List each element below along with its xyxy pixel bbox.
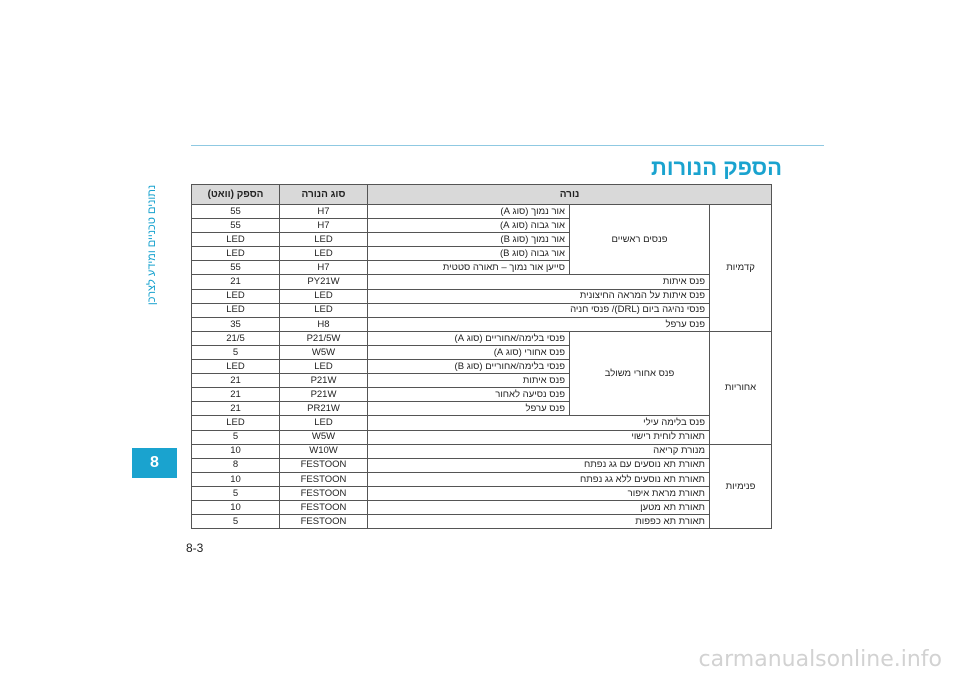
cell-wattage: 10 — [192, 472, 280, 486]
cell-wattage: LED — [192, 303, 280, 317]
cell-wattage: 5 — [192, 486, 280, 500]
cell-bulb-type: PY21W — [280, 275, 368, 289]
cell-wattage: 5 — [192, 515, 280, 529]
cell-bulb-name: פנסי בלימה/אחוריים (סוג B) — [368, 360, 570, 374]
table-row — [192, 458, 772, 472]
cell-wattage: 55 — [192, 219, 280, 233]
cell-wattage: LED — [192, 360, 280, 374]
cell-wattage: 21 — [192, 402, 280, 416]
table-row — [192, 331, 772, 345]
cell-bulb-type: H7 — [280, 261, 368, 275]
cell-bulb-name: אור נמוך (סוג B) — [368, 233, 570, 247]
cell-bulb-type: LED — [280, 247, 368, 261]
table-row — [192, 486, 772, 500]
bulk-wattage-table — [191, 184, 771, 529]
cell-wattage: 8 — [192, 458, 280, 472]
cell-bulb-type: FESTOON — [280, 472, 368, 486]
cell-bulb-name: פנס איתות על המראה החיצונית — [368, 289, 710, 303]
table-row — [192, 205, 772, 219]
cell-bulb-name: פנס אחורי (סוג A) — [368, 345, 570, 359]
cell-wattage: 10 — [192, 500, 280, 514]
table-row — [192, 515, 772, 529]
cell-wattage: 10 — [192, 444, 280, 458]
cell-bulb-name: אור גבוה (סוג B) — [368, 247, 570, 261]
cell-bulb-name: אור נמוך (סוג A) — [368, 205, 570, 219]
cell-bulb-type: LED — [280, 303, 368, 317]
header-bulb-name: נורה — [368, 185, 772, 205]
page-title: הספק הנורות — [651, 155, 782, 180]
table-row — [192, 289, 772, 303]
watermark: carmanualsonline.info — [698, 647, 942, 672]
cell-wattage: LED — [192, 416, 280, 430]
cell-wattage: LED — [192, 247, 280, 261]
table-row — [192, 472, 772, 486]
header-rule — [191, 145, 824, 146]
cell-bulb-name: פנס ערפל — [368, 317, 710, 331]
cell-wattage: 55 — [192, 261, 280, 275]
cell-wattage: 21 — [192, 388, 280, 402]
cell-bulb-name: תאורת תא נוסעים ללא גג נפתח — [368, 472, 710, 486]
cell-bulb-type: LED — [280, 233, 368, 247]
cell-bulb-type: FESTOON — [280, 486, 368, 500]
cell-bulb-type: H7 — [280, 219, 368, 233]
cell-bulb-type: P21W — [280, 388, 368, 402]
category-interior: פנימיות — [710, 444, 772, 529]
cell-bulb-name: פנס איתות — [368, 275, 710, 289]
cell-bulb-name: פנס נסיעה לאחור — [368, 388, 570, 402]
cell-bulb-type: P21W — [280, 374, 368, 388]
table-header-row — [192, 185, 772, 205]
cell-bulb-type: FESTOON — [280, 515, 368, 529]
header-bulb-type: סוג הנורה — [280, 185, 368, 205]
category-front: קדמיות — [710, 205, 772, 332]
table-row — [192, 444, 772, 458]
cell-bulb-type: W10W — [280, 444, 368, 458]
cell-wattage: 21 — [192, 374, 280, 388]
cell-bulb-type: FESTOON — [280, 500, 368, 514]
cell-bulb-name: תאורת תא כפפות — [368, 515, 710, 529]
side-section-label: נתונים טכניים ומידע לצרכן — [146, 184, 158, 306]
cell-bulb-name: אור גבוה (סוג A) — [368, 219, 570, 233]
cell-bulb-name: תאורת מראת איפור — [368, 486, 710, 500]
cell-bulb-type: PR21W — [280, 402, 368, 416]
cell-wattage: 35 — [192, 317, 280, 331]
cell-bulb-type: LED — [280, 360, 368, 374]
cell-bulb-type: P21/5W — [280, 331, 368, 345]
cell-bulb-name: סייען אור נמוך – תאורה סטטית — [368, 261, 570, 275]
cell-bulb-type: LED — [280, 289, 368, 303]
cell-wattage: LED — [192, 289, 280, 303]
chapter-tab: 8 — [132, 448, 177, 478]
cell-bulb-name: פנס בלימה עילי — [368, 416, 710, 430]
table-row — [192, 500, 772, 514]
table-row — [192, 317, 772, 331]
cell-bulb-name: פנסי בלימה/אחוריים (סוג A) — [368, 331, 570, 345]
category-rear: אחוריות — [710, 331, 772, 444]
cell-bulb-name: תאורת תא מטען — [368, 500, 710, 514]
table-row — [192, 303, 772, 317]
cell-bulb-name: פנס ערפל — [368, 402, 570, 416]
cell-wattage: 21/5 — [192, 331, 280, 345]
table-row — [192, 416, 772, 430]
table-row — [192, 430, 772, 444]
table-row — [192, 275, 772, 289]
cell-bulb-name: מנורת קריאה — [368, 444, 710, 458]
cell-bulb-type: W5W — [280, 430, 368, 444]
cell-wattage: 55 — [192, 205, 280, 219]
cell-bulb-type: LED — [280, 416, 368, 430]
cell-bulb-type: W5W — [280, 345, 368, 359]
cell-bulb-type: H8 — [280, 317, 368, 331]
cell-bulb-name: תאורת תא נוסעים עם גג נפתח — [368, 458, 710, 472]
header-wattage: הספק (וואט) — [192, 185, 280, 205]
cell-wattage: LED — [192, 233, 280, 247]
cell-wattage: 21 — [192, 275, 280, 289]
group-headlamps: פנסים ראשיים — [570, 205, 710, 275]
group-rear-combination: פנס אחורי משולב — [570, 331, 710, 416]
cell-bulb-type: H7 — [280, 205, 368, 219]
cell-bulb-name: תאורת לוחית רישוי — [368, 430, 710, 444]
cell-bulb-name: פנסי נהיגה ביום (DRL)/ פנסי חניה — [368, 303, 710, 317]
page-number: 8-3 — [186, 541, 204, 555]
cell-wattage: 5 — [192, 345, 280, 359]
cell-bulb-type: FESTOON — [280, 458, 368, 472]
cell-wattage: 5 — [192, 430, 280, 444]
cell-bulb-name: פנס איתות — [368, 374, 570, 388]
